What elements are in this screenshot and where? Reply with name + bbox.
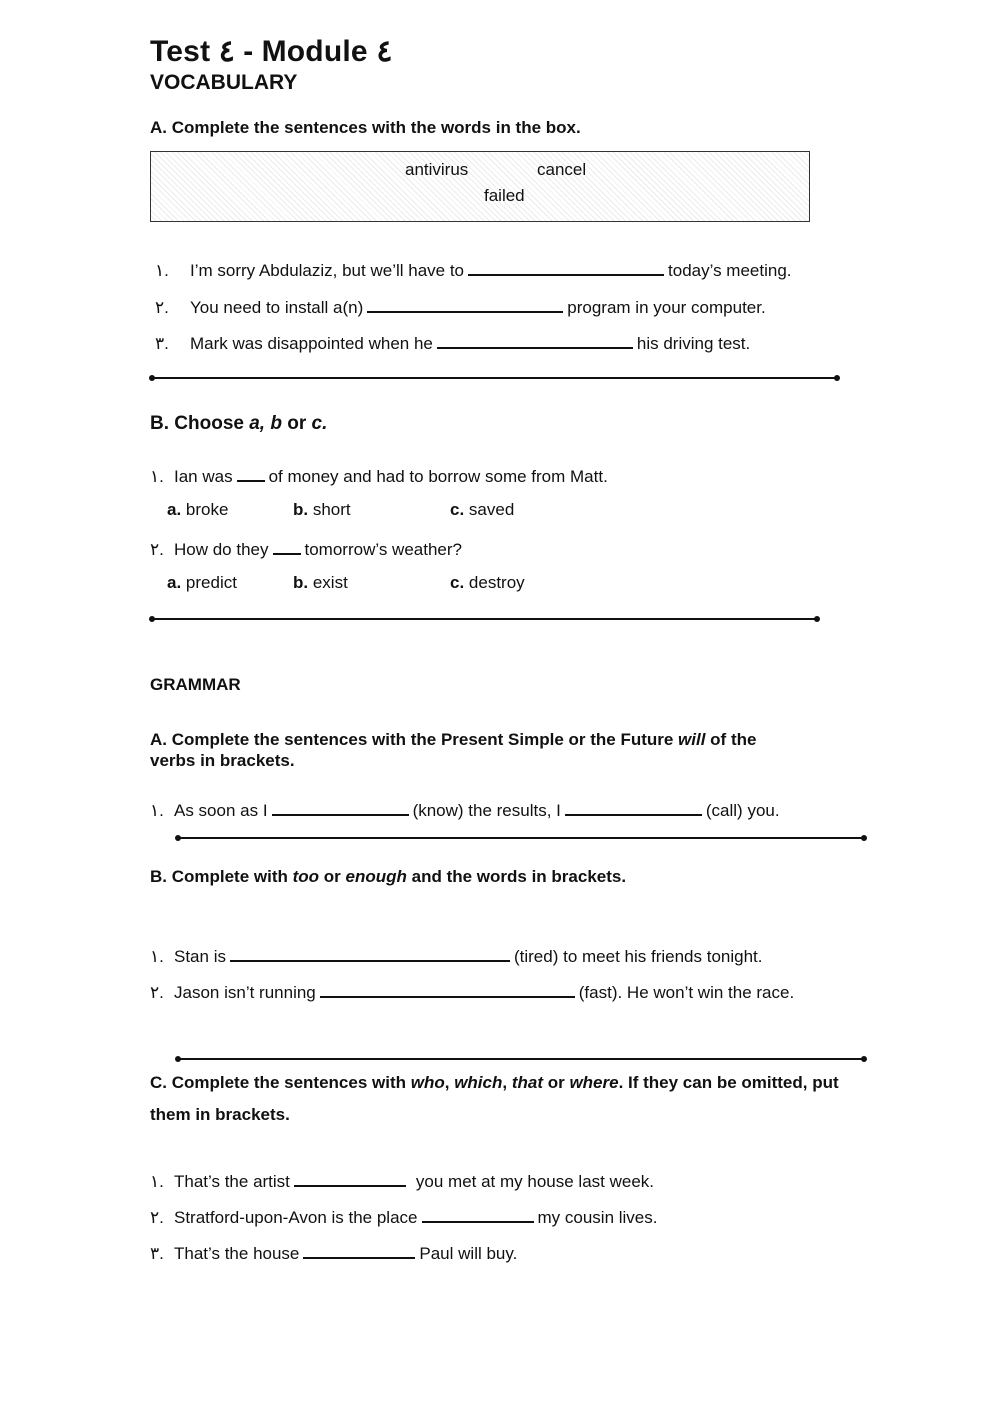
vocab-b-question-2 xyxy=(150,537,462,560)
instruction-text: , xyxy=(502,1073,512,1092)
item-text-after: (tired) to meet his friends tonight. xyxy=(513,947,763,966)
answer-blank[interactable] xyxy=(468,258,664,276)
item-text-after: tomorrow’s weather? xyxy=(304,540,462,559)
answer-blank[interactable] xyxy=(272,798,409,816)
vocab-a-item-3 xyxy=(155,331,750,354)
instruction-text: or xyxy=(319,867,346,886)
grammar-c-item-3 xyxy=(150,1241,517,1264)
item-text-after: you met at my house last week. xyxy=(415,1172,655,1191)
option-text: short xyxy=(312,500,351,519)
section-divider xyxy=(152,618,817,620)
item-text-before: How do they xyxy=(174,540,269,559)
page-title: Test ٤ - Module ٤ xyxy=(150,35,393,68)
instruction-text: or xyxy=(542,1073,570,1092)
section-divider xyxy=(152,377,837,379)
answer-blank[interactable] xyxy=(237,464,265,482)
item-number: ١. xyxy=(150,947,164,966)
item-number: ١. xyxy=(155,261,169,280)
vocab-a-item-1 xyxy=(155,258,792,281)
item-text-before: Stan is xyxy=(174,947,226,966)
grammar-a-item-1 xyxy=(150,798,780,821)
grammar-c-item-1 xyxy=(150,1169,654,1192)
option-letter: b. xyxy=(293,500,309,519)
grammar-a-instruction-line1 xyxy=(150,730,756,750)
item-number: ٢. xyxy=(150,983,164,1002)
item-text-before: Mark was disappointed when he xyxy=(190,334,433,353)
instruction-text: A. Complete the sentences with the Present Simple or the Future xyxy=(150,730,679,749)
item-text-before: That’s the house xyxy=(174,1244,300,1263)
vocab-b-instruction xyxy=(150,413,327,435)
grammar-c-instruction-line2: them in brackets. xyxy=(150,1105,290,1124)
grammar-c-instruction-line1 xyxy=(150,1073,839,1093)
grammar-b-item-2 xyxy=(150,980,794,1003)
instruction-text: of the xyxy=(705,730,757,749)
answer-blank[interactable] xyxy=(273,537,301,555)
item-number: ١. xyxy=(150,467,164,486)
vocab-b-question-1 xyxy=(150,464,608,487)
instruction-text: . If they can be omitted, put xyxy=(618,1073,839,1092)
grammar-a-instruction-line2: verbs in brackets. xyxy=(150,751,295,770)
option-a[interactable] xyxy=(167,573,237,593)
instruction-text: B. Complete with xyxy=(150,867,293,886)
grammar-b-item-1 xyxy=(150,944,763,967)
option-text: broke xyxy=(185,500,229,519)
word-box-item: failed xyxy=(484,186,525,205)
item-text-after: (fast). He won’t win the race. xyxy=(578,983,795,1002)
option-b[interactable] xyxy=(293,573,348,593)
option-b[interactable] xyxy=(293,500,351,520)
instruction-italic: c. xyxy=(311,413,328,434)
item-number: ٢. xyxy=(150,540,164,559)
item-text: (know) the results, I xyxy=(412,801,561,820)
option-c[interactable] xyxy=(450,500,514,520)
answer-blank[interactable] xyxy=(230,944,510,962)
option-c[interactable] xyxy=(450,573,525,593)
item-text-after: program in your computer. xyxy=(567,298,766,317)
option-text: exist xyxy=(312,573,348,592)
option-letter: c. xyxy=(450,500,465,519)
option-letter: b. xyxy=(293,573,309,592)
item-text-before: You need to install a(n) xyxy=(190,298,364,317)
instruction-italic: a, b xyxy=(249,413,282,434)
vocab-a-instruction: A. Complete the sentences with the words in the box. xyxy=(150,118,581,137)
answer-blank[interactable] xyxy=(320,980,575,998)
option-text: saved xyxy=(468,500,515,519)
word-box xyxy=(150,151,810,222)
item-text-before: That’s the artist xyxy=(174,1172,290,1191)
word-box-item: antivirus xyxy=(405,160,469,179)
item-text-before: I’m sorry Abdulaziz, but we’ll have to xyxy=(190,261,465,280)
item-text-after: of money and had to borrow some from Matt. xyxy=(268,467,608,486)
item-number: ٣. xyxy=(155,334,169,353)
item-text-after: his driving test. xyxy=(636,334,751,353)
item-number: ٢. xyxy=(155,298,169,317)
option-letter: a. xyxy=(167,500,182,519)
grammar-c-item-2 xyxy=(150,1205,657,1228)
item-number: ١. xyxy=(150,801,164,820)
word-box-item: cancel xyxy=(537,160,587,179)
answer-blank[interactable] xyxy=(565,798,702,816)
grammar-heading: GRAMMAR xyxy=(150,675,241,694)
answer-blank[interactable] xyxy=(437,331,633,349)
answer-blank[interactable] xyxy=(303,1241,415,1259)
vocabulary-heading: VOCABULARY xyxy=(150,71,298,94)
item-text-after: Paul will buy. xyxy=(419,1244,518,1263)
item-text-before: Ian was xyxy=(174,467,233,486)
item-text-after: today’s meeting. xyxy=(668,261,792,280)
instruction-italic: too xyxy=(292,867,320,886)
option-letter: c. xyxy=(450,573,465,592)
item-text: (call) you. xyxy=(705,801,780,820)
section-divider xyxy=(178,1058,864,1060)
instruction-italic: will xyxy=(678,730,706,749)
answer-blank[interactable] xyxy=(367,295,563,313)
option-text: destroy xyxy=(468,573,525,592)
instruction-text: C. Complete the sentences with xyxy=(150,1073,411,1092)
item-text: As soon as I xyxy=(174,801,268,820)
item-number: ١. xyxy=(150,1172,164,1191)
instruction-italic: that xyxy=(511,1073,543,1092)
instruction-text: or xyxy=(281,413,312,434)
item-number: ٣. xyxy=(150,1244,164,1263)
answer-blank[interactable] xyxy=(422,1205,534,1223)
instruction-text: and the words in brackets. xyxy=(406,867,627,886)
item-text-after: my cousin lives. xyxy=(537,1208,658,1227)
vocab-a-item-2 xyxy=(155,295,766,318)
item-number: ٢. xyxy=(150,1208,164,1227)
instruction-italic: who xyxy=(410,1073,445,1092)
item-text-before: Stratford-upon-Avon is the place xyxy=(174,1208,418,1227)
option-letter: a. xyxy=(167,573,182,592)
option-a[interactable] xyxy=(167,500,228,520)
instruction-italic: which xyxy=(454,1073,503,1092)
item-text-before: Jason isn’t running xyxy=(174,983,316,1002)
instruction-italic: enough xyxy=(345,867,407,886)
instruction-text: B. Choose xyxy=(150,413,250,434)
instruction-text: , xyxy=(444,1073,455,1092)
answer-blank[interactable] xyxy=(294,1169,406,1187)
option-text: predict xyxy=(185,573,237,592)
instruction-italic: where xyxy=(569,1073,619,1092)
grammar-b-instruction xyxy=(150,867,626,887)
section-divider xyxy=(178,837,864,839)
